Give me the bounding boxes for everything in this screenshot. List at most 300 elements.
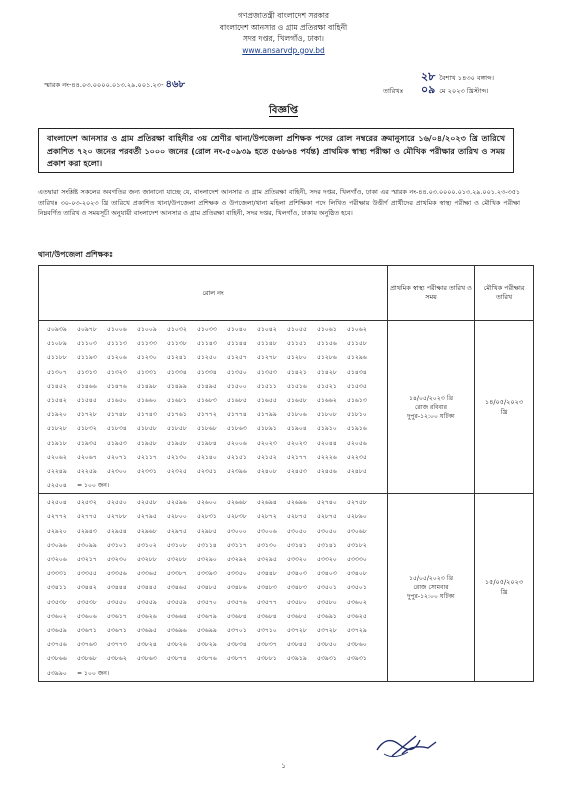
roll-number: ৫৩৭৭৩ (107, 641, 127, 649)
roll-number: ৫১১৮৮ (47, 354, 67, 362)
roll-number: ৫৩৬৯৬ (167, 626, 187, 634)
roll-number: ৫৩৮৮১ (257, 655, 277, 663)
roll-number: ৫১১৩৮ (167, 340, 187, 348)
roll-number: ৫২৯৪৩ (77, 527, 97, 535)
roll-number: ৫১৯১৮ (47, 439, 67, 447)
roll-number: ৫৩৮৭৭ (227, 655, 247, 663)
roll-number: ৫৩০৬৮ (347, 527, 367, 535)
roll-number: ৫৩৬২৫ (347, 612, 367, 620)
roll-number: ৫৩০৫০ (317, 527, 337, 535)
roll-number: ৫১৬৮৩ (197, 396, 217, 404)
roll-number: ৫১৮১০ (347, 411, 367, 419)
roll-number: ৫২৫৫০ (107, 499, 127, 507)
roll-number: ৫২৪০৮ (257, 467, 277, 475)
roll-number: ৫২৮৭২ (257, 513, 277, 521)
memo-label: স্মারক নং-৪৪.০৩.০০০০.০১৩.২৯.০০১.২৩- (44, 81, 164, 89)
roll-line (47, 638, 381, 652)
roll-number: ৫৩৩২০ (287, 556, 307, 563)
roll-line (47, 451, 381, 465)
roll-number: ৫১৯১০ (317, 425, 337, 433)
roll-number: = ১০০ জন। (77, 482, 110, 490)
roll-group-row (39, 321, 534, 494)
roll-number: ৫১২৮০ (287, 354, 307, 362)
roll-number: ৫৩৯৩১ (347, 655, 367, 663)
roll-number: ৫২৫৯৬ (167, 499, 187, 507)
roll-number: ৫৩২৯২ (227, 556, 247, 563)
org-name: বাংলাদেশ আনসার ও গ্রাম প্রতিরক্ষা বাহিনী (219, 22, 348, 32)
roll-number: ৫৩৫৭৬ (227, 598, 247, 606)
roll-number: ৫১৬৮১ (167, 396, 187, 404)
roll-number: ৫২৯৭৫ (167, 527, 187, 535)
exam-schedule-line: ১৪/০৫/২০২৩ খ্রি (409, 394, 453, 402)
roll-number: ৫১৮০৬ (287, 411, 307, 419)
roll-line (47, 667, 381, 681)
roll-number: ৫৩১১৪ (197, 541, 217, 549)
roll-number: ৫২৭৪০ (317, 499, 337, 507)
roll-number: ৫৩৬৭৯ (197, 612, 217, 620)
roll-number: = ১০০ জন। (77, 669, 110, 677)
roll-number: ৫৩৩৩০ (347, 556, 367, 563)
roll-number: ৫২৯৮৫ (197, 527, 217, 535)
roll-number: ৫৩১৪১ (317, 541, 337, 549)
roll-number: ৫২২২৬ (317, 453, 337, 461)
roll-number: ৫৩৩২০ (317, 556, 337, 563)
roll-number: ৫১০৮৯ (47, 340, 67, 348)
roll-number: ৫৩২৮৮ (167, 556, 187, 563)
roll-number: ৫২৬৬৮ (227, 499, 247, 507)
roll-line (47, 366, 381, 380)
roll-number: ৫৩৮৬২ (107, 655, 127, 663)
roll-number: ৫৩৩৮৭ (167, 570, 187, 578)
roll-number: ৫৩৬০২ (47, 612, 67, 620)
exam-schedule-line: রোজ রবিবার (415, 403, 447, 411)
section-title: থানা/উপজেলা প্রশিক্ষকঃ (38, 250, 113, 259)
roll-number: ৫২৬৯৬ (287, 499, 307, 507)
roll-number: ৫১৭৯৯ (257, 411, 277, 419)
roll-line (47, 479, 381, 493)
roll-number: ৫১২৫০ (197, 354, 217, 362)
roll-number: ৫২৮০০ (167, 513, 187, 521)
website-link[interactable]: www.ansarvdp.gov.bd (242, 45, 325, 55)
roll-number: ৫৩৮৫০ (317, 641, 337, 649)
roll-number: ৫২৩৯৬ (227, 467, 247, 475)
roll-line (47, 380, 381, 394)
date-block (383, 70, 494, 96)
roll-number: ৫১৫৪৫ (77, 396, 97, 404)
roll-number: ৫৩৮৭৬ (197, 655, 217, 663)
exam-date-header: প্রাথমিক স্বাস্থ্য পরীক্ষার তারিখ ও সময় (388, 266, 475, 321)
roll-number: ৫১৪৭৬ (107, 382, 127, 390)
roll-number: ৫২১৫১ (227, 453, 247, 461)
roll-number: ৫১২৯৬ (347, 354, 367, 362)
roll-number: ৫১১৫৮ (347, 340, 367, 348)
roll-number: ৫২০৫৬ (347, 439, 367, 447)
roll-number: ৫১৯৮৪ (197, 439, 217, 447)
roll-number: ৫১৬৫৮ (287, 396, 307, 404)
roll-number: ৫১৮৯১ (257, 425, 277, 433)
roll-number: ৫২০৭১ (107, 453, 127, 461)
roll-number: ৫৩৭৬৩ (77, 641, 97, 649)
roll-number: ৫২৩৫১ (197, 467, 217, 475)
roll-number: ৫১৮৩২ (77, 425, 97, 433)
roll-number: ৫৩৭০১ (227, 626, 247, 634)
roll-number: ৫২৫৫৮ (137, 499, 157, 507)
roll-number: ৫১০৩৩ (197, 326, 217, 333)
roll-number: ৫৩৫৫৯ (137, 598, 157, 606)
roll-number: ৫১৮৫৮ (167, 425, 187, 433)
roll-number: ৫৩৪৮৩ (257, 584, 277, 592)
viva-date-header: মৌখিক পরীক্ষার তারিখ (475, 266, 534, 321)
roll-number: ৫৩২৯০ (197, 556, 217, 563)
roll-number: ৫৩২৮৮ (137, 556, 157, 563)
roll-number: ৫১৬১৩ (347, 396, 367, 404)
roll-number: ৫৩৭১০ (257, 626, 277, 634)
roll-number: ৫৩৬১৭ (107, 612, 127, 620)
roll-number: ৫৩৬৭১ (107, 626, 127, 634)
roll-number: ৫১০৬১ (317, 326, 337, 333)
roll-number: ৫১৪৯৯ (167, 382, 187, 390)
roll-number: ৫৩৩৯৩ (197, 570, 217, 578)
roll-number: ৫৩৯১৯ (287, 655, 307, 663)
roll-number: ৫৩১৪১ (287, 541, 307, 549)
roll-number: ৫৩৮৬৩ (137, 655, 157, 663)
roll-number: ৫১৫২১ (317, 382, 337, 390)
roll-number: ৫৩৮৭৪ (167, 655, 187, 663)
roll-number: ৫৩৬৮৪ (227, 612, 247, 620)
signature (372, 730, 442, 760)
roll-line (47, 596, 381, 610)
roll-number: ৫২১১৭ (137, 453, 157, 461)
roll-number: ৫১৪৬৬ (77, 382, 97, 390)
viva-date-line: ১৪/০৫/২০২৩ (484, 398, 524, 407)
roll-number: ৫২৭৯৫ (137, 513, 157, 521)
roll-number: ৫৩৬০৬ (77, 612, 97, 620)
roll-number: ৫২৯৬৮ (137, 527, 157, 535)
roll-number: ৫৩৭২৯ (347, 626, 367, 634)
roll-number: ৫২৩২৫ (167, 467, 187, 475)
roll-number: ৫৩৫৮০ (287, 598, 307, 606)
roll-number: ৫৩০৯৬ (47, 541, 67, 549)
roll-number: ৫৩৮৬৮ (77, 655, 97, 663)
roll-line (47, 465, 381, 479)
roll-number: ৫৩৪৮৬ (227, 584, 247, 592)
roll-line (47, 437, 381, 451)
roll-number: ৫৩০৯৯ (77, 541, 97, 549)
roll-number: ৫৩৯৩১ (317, 655, 337, 663)
roll-line (47, 496, 381, 510)
roll-number: ৫৩৬৭১ (77, 626, 97, 634)
roll-number: ৫৩১০১ (107, 541, 127, 549)
roll-number: ৫১৬৬০ (137, 396, 157, 404)
roll-number: ৫১৭২৮ (77, 411, 97, 419)
roll-number: ৫২৬৯৪ (257, 499, 277, 507)
roll-number: ৫২৪৫৬ (317, 467, 337, 475)
date-label: তারিখঃ (383, 87, 404, 95)
roll-number: ৫২০৬২ (47, 453, 67, 461)
exam-schedule-line: দুপুর-১২:০০ ঘটিকা (407, 412, 455, 420)
roll-number: ৫১৩৩৪ (167, 368, 187, 376)
roll-number: ৫১৬৫০ (107, 396, 127, 404)
viva-date-line: খ্রি (500, 588, 508, 597)
roll-number: ৫৩২১৭ (77, 556, 97, 563)
roll-number: ৫২৫০৪ (47, 499, 67, 507)
roll-number: ৫৩৪৪৪ (107, 584, 127, 592)
roll-number: ৫১১০৩ (77, 340, 97, 348)
roll-number: ৫২৯২০ (47, 527, 67, 535)
roll-number: ৫২৮৭৫ (317, 513, 337, 521)
viva-date-cell (475, 321, 534, 494)
roll-line (47, 553, 381, 567)
roll-number: ৫২১৭৭ (287, 453, 307, 461)
roll-number: ৫৩৮২৪ (137, 641, 157, 649)
roll-line (47, 408, 381, 422)
roll-number: ৫১১৪৩ (197, 340, 217, 348)
roll-number: ৫১৬৮৫ (227, 396, 247, 404)
roll-number: ৫৩৪৪৮ (257, 570, 277, 578)
roll-number: ৫২৬০০ (197, 499, 217, 507)
roll-number: ৫১৮৬৩ (227, 425, 247, 433)
roll-number: ৫৩৭২৮ (287, 626, 307, 634)
roll-number: ৫১১৫৬ (317, 340, 337, 348)
roll-number: ৫১৬৬২ (317, 396, 337, 404)
roll-number: ৫১৮০৮ (317, 411, 337, 419)
roll-number: ৫১৯৫৮ (167, 439, 187, 447)
roll-number: ৫১৯২০ (47, 411, 67, 419)
greg-month: মে ২০২৩ খ্রিস্টাব্দ। (439, 87, 489, 95)
roll-number: ৫২০০৬ (227, 439, 247, 447)
roll-number: ৫১৯৫৩ (107, 439, 127, 447)
roll-number: ৫৩৫৮০ (317, 598, 337, 606)
subject-box: বাংলাদেশ আনসার ও গ্রাম প্রতিরক্ষা বাহিনীর ৩য় শ্রেণীর থানা/উপজেলা প্রশিক্ষক পদের রোল নম্বরের ক্রমানুসারে ১৬/০৪/২০২৩ খ্রি তারিখে প্রকাশিত ৭২০ জনের পরবর্তী ১০০০ জনের (রোল নং-৫০৯৩৯ হতে ৫৬৮৬৪ পর্যন্ত) প্রাথমিক স্বাস্থ্য পরীক্ষা ও মৌখিক পরীক্ষার তারিখ ও সময় প্রকাশ করা হলো। (38, 128, 514, 173)
roll-number: ৫১৮২৮ (47, 425, 67, 433)
roll-numbers-cell (39, 494, 388, 681)
roll-number: ৫১১১৩ (107, 340, 127, 348)
roll-number: ৫১১৫১ (287, 340, 307, 348)
roll-number: ৫৩৬০২ (347, 598, 367, 606)
roll-number: ৫১০০৬ (107, 326, 127, 333)
roll-number: ৫৩৮৩৪ (227, 641, 247, 649)
bangla-month: বৈশাখ ১৪৩০ বঙ্গাব্দ। (439, 74, 494, 82)
roll-number: ৫১২০৬ (107, 354, 127, 362)
roll-number: ৫১৪৩৪ (347, 368, 367, 376)
roll-number: ৫১৫৩৫ (347, 382, 367, 390)
roll-number: ৫১০৪২ (257, 326, 277, 333)
roll-number: ৫১০৫৫ (287, 326, 307, 333)
roll-number: ৫১৭৭২ (197, 411, 217, 419)
roll-number: ৫১২৩০ (137, 354, 157, 362)
roll-number: ৫৩৮৬৬ (47, 655, 67, 663)
roll-number: ৫২১৪০ (197, 453, 217, 461)
roll-number: ৫১৪৯৫ (197, 382, 217, 390)
roll-number: ৫২৪৮৫ (347, 467, 367, 475)
roll-number: ৫৩৫৭৭ (257, 598, 277, 606)
roll-number: ৫২৩৩১ (137, 467, 157, 475)
roll-number: ৫১৫১১ (257, 382, 277, 390)
roll-line (47, 610, 381, 624)
notice-title: বিজ্ঞপ্তি (268, 105, 299, 116)
roll-number: ৫৩৫৭০ (197, 598, 217, 606)
roll-line (47, 422, 381, 436)
roll-number: ৫২০৬৭ (77, 453, 97, 461)
roll-number: ৫৩৭২৮ (317, 626, 337, 634)
roll-number: ৫৩৬৯৯ (197, 626, 217, 634)
roll-number: ৫১০৬২ (347, 326, 367, 333)
roll-number: ৫৩৬৫৯ (47, 626, 67, 634)
roll-number: ৫১৩৫০ (227, 368, 247, 376)
office-header (0, 10, 567, 56)
roll-number: ৫১৩৩১ (137, 368, 157, 376)
roll-number: ৫৩৮২৯ (197, 641, 217, 649)
roll-number: ৫৩৪৬৫ (167, 584, 187, 592)
roll-number: ৫৩৪০৩ (287, 570, 307, 578)
roll-number: ৫১১৯৩ (77, 354, 97, 362)
roll-header: রোল নং (39, 266, 388, 321)
roll-number: ৫৩২৯৫ (257, 556, 277, 563)
roll-number: ৫১৯৩৫ (77, 439, 97, 447)
roll-number: ৫১২৮৬ (317, 354, 337, 362)
roll-number: ৫৩৬৮৪ (257, 612, 277, 620)
roll-number: ৫৩৬২৬ (137, 612, 157, 620)
roll-number: ৫১৩১৩ (77, 368, 97, 376)
roll-number: ৫৩২৩০ (107, 556, 127, 563)
roll-number: ৫৩৪৮৫ (197, 584, 217, 592)
roll-number: ৫৩৫৩৮ (77, 598, 97, 606)
roll-number: ৫৩৪৮৩ (287, 584, 307, 592)
viva-date-line: ১৫/০৫/২০২৩ (484, 578, 524, 587)
roll-number: ৫২৯৫৪ (107, 527, 127, 535)
roll-number: ৫৩৫৫৯ (167, 598, 187, 606)
roll-number: ৫৩৬৯৫ (137, 626, 157, 634)
roll-number: ৫৩১৩০ (257, 541, 277, 549)
roll-number: ৫১৭৬১ (167, 411, 187, 419)
roll-number: ৫১৭৪৮ (107, 411, 127, 419)
roll-line (47, 539, 381, 553)
roll-number: ৫২৭৮৮ (107, 513, 127, 521)
roll-number: ৫৩৫০১ (317, 584, 337, 592)
roll-number: ৫১৩২৩ (107, 368, 127, 376)
roll-number: ৫২২৫৯ (77, 467, 97, 475)
exam-schedule-cell (388, 321, 475, 494)
roll-number: ৫১৯৫৮ (137, 439, 157, 447)
roll-line (47, 337, 381, 351)
roll-number: ৫৩৮৩৭ (257, 641, 277, 649)
roll-number: ৫৩৪০৮ (347, 570, 367, 578)
roll-number: ৫০৯৭৮ (77, 326, 97, 333)
roll-number: ৫৩৩৬৫ (137, 570, 157, 578)
roll-number: ৫৩১১৭ (227, 541, 247, 549)
roll-number: ৫৩৪০৩ (317, 570, 337, 578)
roll-number: ৫৩৮৬০ (347, 641, 367, 649)
roll-number: ৫৩০০০ (227, 527, 247, 535)
roll-number: ৫১১৪৪ (227, 340, 247, 348)
roll-number: ৫২৩০০ (107, 467, 127, 475)
memo-handwritten-number: ৪৬৮ (165, 79, 185, 90)
roll-numbers-cell (39, 321, 388, 494)
roll-number: ৫১৪৯৮ (137, 382, 157, 390)
roll-number: ৫৩৪৪২ (77, 584, 97, 592)
roll-number: ৫১৬৫৫ (257, 396, 277, 404)
exam-schedule-line: দুপুর-১২:০০ ঘটিকা (407, 592, 455, 600)
roll-table (38, 265, 534, 682)
roll-number: ৫২২৪৯ (47, 467, 67, 475)
roll-number: ৫২১৫২ (257, 453, 277, 461)
roll-number: ৫৩৫৩৮ (47, 598, 67, 606)
exam-schedule-line: ১৫/০৫/২০২৩ খ্রি (409, 574, 453, 582)
roll-number: ৫১৭৪৩ (137, 411, 157, 419)
roll-number: ৫১৪৫২ (47, 382, 67, 390)
roll-number: ৫৩৯৯০ (47, 669, 67, 677)
roll-number: ৫৩৫০১ (347, 584, 367, 592)
roll-number: ৫৩৬৯১ (317, 612, 337, 620)
exam-schedule-line: রোজ সোমবার (413, 583, 449, 591)
roll-number: ৫৩৩৫৫ (77, 570, 97, 578)
roll-number: ৫১০৪০ (227, 326, 247, 333)
roll-number: ৫২৪৫৩ (287, 467, 307, 475)
roll-number: ৫২৮৩৮ (227, 513, 247, 521)
roll-number: ৫২৫০৪ (47, 482, 67, 490)
exam-schedule-cell (388, 494, 475, 681)
roll-line (47, 581, 381, 595)
roll-number: ৫১৩৫৩ (257, 368, 277, 376)
roll-number: ৫১২৭৮ (257, 354, 277, 362)
bangla-day: ২৮ (420, 70, 436, 83)
roll-number: ৫১২৪১ (167, 354, 187, 362)
roll-number: ৫১৪২৮ (317, 368, 337, 376)
roll-number: ৫৩১৮২ (347, 541, 367, 549)
roll-line (47, 351, 381, 365)
notice-paragraph: এতদ্বারা সংশ্লিষ্ট সকলের অবগতির জন্য জানানো যাচ্ছে যে, বাংলাদেশ আনসার ও গ্রাম প্রতিরক্ষা বাহিনী, সদর দপ্তর, খিলগাঁও, ঢাকা এর স্মারক নং-৪৪.০৩.০০০০.০১৩.২৯.০০১.২৩-৩৫১ তারিখঃ ৩০-০৩-২০২৩ খ্রি তারিখে প্রকাশিত থানা/উপজেলা প্রশিক্ষক ও উপজেলা/থানা মহিলা প্রশিক্ষিকা পদে লিখিত পরীক্ষায় উত্তীর্ণ প্রার্থীদের প্রাথমিক স্বাস্থ্য পরীক্ষা ও মৌখিক পরীক্ষা নিম্নবর্ণিত তারিখ ও সময়সূচী অনুযায়ী বাংলাদেশ আনসার ও গ্রাম প্রতিরক্ষা বাহিনী, সদর দপ্তর, খিলগাঁও, ঢাকায় অনুষ্ঠিত হবে। (38, 188, 520, 217)
roll-number: ৫৩০৫০ (287, 527, 307, 535)
roll-number: ৫৩১০২ (137, 541, 157, 549)
roll-number: ৫২৮৩১ (197, 513, 217, 521)
roll-number: ৫৩৩৫৬ (107, 570, 127, 578)
roll-line (47, 652, 381, 666)
roll-number: ৫২৭৫৮ (347, 499, 367, 507)
roll-number: ৫৩৮২৬ (167, 641, 187, 649)
roll-number: ৫৩৬৮৫ (287, 612, 307, 620)
roll-number: ৫২২৩৫ (347, 453, 367, 461)
roll-number: ৫১০৩২ (167, 326, 187, 333)
roll-number: ৫১৫৪২ (47, 396, 67, 404)
roll-number: ৫১৯০৪ (287, 425, 307, 433)
roll-number: ৫২০২৩ (287, 439, 307, 447)
viva-date-cell (475, 494, 534, 681)
org-address: সদর দপ্তর, খিলগাঁও, ঢাকা। (243, 34, 324, 43)
page-number: ১ (281, 762, 286, 770)
roll-number: ৫১৮৫৮ (137, 425, 157, 433)
roll-number: ৫২৮৭৫ (287, 513, 307, 521)
roll-number: ৫১৮৩৪ (107, 425, 127, 433)
roll-number: ৫২৭৭২ (47, 513, 67, 521)
roll-number: ৫৩৮৪৫ (287, 641, 307, 649)
roll-number: ৫৩৪৪৫ (137, 584, 157, 592)
roll-number: ৫৩২০৬ (47, 556, 67, 563)
roll-number: ৫১৫১৬ (287, 382, 307, 390)
roll-number: ৫১৩৩৪ (197, 368, 217, 376)
roll-number: ৫৩৪১১ (47, 584, 67, 592)
roll-number: ৫৩১০৮ (167, 541, 187, 549)
roll-number: ৫২৮৯০ (347, 513, 367, 521)
roll-number: ৫১৫০০ (227, 382, 247, 390)
roll-number: ৫২১৩০ (167, 453, 187, 461)
roll-line (47, 510, 381, 524)
roll-number: ৫১৯১৬ (347, 425, 367, 433)
viva-date-line: খ্রি (500, 408, 508, 417)
roll-number: ৫২০৪৪ (317, 439, 337, 447)
roll-number: ৫২৭৭৫ (77, 513, 97, 521)
roll-number: ৫১৪২১ (287, 368, 307, 376)
roll-number: ৫১১৩৩ (137, 340, 157, 348)
